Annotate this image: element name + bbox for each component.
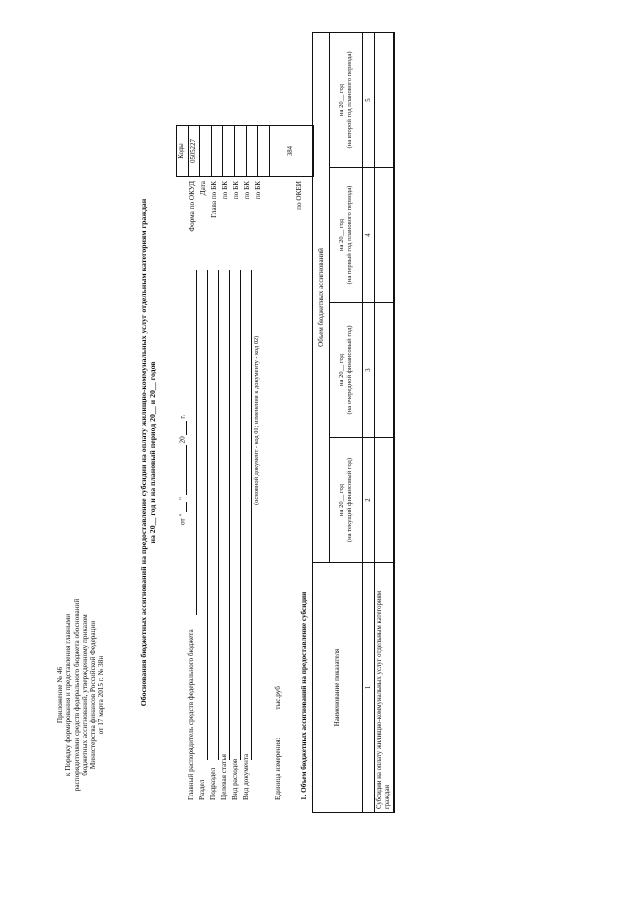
document-title bbox=[140, 150, 158, 755]
code-label-okei: по ОКЕИ bbox=[295, 181, 303, 210]
section-heading: 1. Объем бюджетных ассигнований на предоставление субсидии bbox=[300, 591, 308, 800]
column-number: 2 bbox=[363, 438, 375, 563]
appendix-line: Приложение № 46 bbox=[56, 666, 64, 724]
code-label-bk: по БК bbox=[243, 181, 251, 200]
appendix-line: к Порядку формирования и представления главными bbox=[64, 613, 73, 777]
field-line bbox=[251, 270, 252, 760]
code-label-okud: Форма по ОКУД bbox=[188, 181, 196, 232]
name-header: Наименование показателя bbox=[313, 563, 363, 813]
column-number: 1 bbox=[363, 563, 375, 813]
appendix-line: Министерства финансов Российской Федерации bbox=[89, 620, 98, 770]
month-blank bbox=[178, 445, 187, 495]
year-label: на 20__ год bbox=[338, 484, 346, 516]
appendix-line: распорядителями средств федерального бюджета обоснований bbox=[72, 598, 81, 792]
field-label: Вид документа bbox=[242, 753, 250, 800]
codes-header: Коды bbox=[177, 126, 189, 177]
date-code bbox=[200, 126, 212, 177]
field-label: Целевая статья bbox=[220, 754, 228, 800]
day-blank bbox=[178, 502, 187, 512]
column-number-row bbox=[363, 32, 375, 812]
bk-code bbox=[246, 126, 258, 177]
code-label-bk: по БК bbox=[254, 181, 262, 200]
field-line bbox=[207, 270, 208, 760]
date-suffix: г. bbox=[178, 414, 187, 419]
field-label: Главный распорядитель средств федерального бюджета bbox=[187, 629, 195, 800]
title-line-2: на 20__ год и на плановый период 20__ и 20__ годов bbox=[147, 361, 157, 544]
date-prefix: от " bbox=[178, 513, 187, 525]
field-line bbox=[229, 270, 230, 760]
form-fields bbox=[187, 180, 253, 800]
year-note: (на второй год планового периода) bbox=[346, 51, 353, 149]
column-number: 4 bbox=[363, 168, 375, 303]
field-label: Вид расходов bbox=[231, 758, 239, 800]
title-line-1: Обоснования бюджетных ассигнований на предоставление субсидии на оплату жилищно-коммунальных услуг отдельным категориям граждан bbox=[139, 198, 148, 707]
field-row bbox=[242, 180, 253, 800]
column-number: 5 bbox=[363, 32, 375, 167]
value-cell[interactable] bbox=[375, 303, 394, 438]
okei-code: 384 bbox=[269, 126, 313, 177]
field-label: Раздел bbox=[198, 779, 206, 800]
codes-table bbox=[176, 125, 314, 177]
bk-code bbox=[258, 126, 270, 177]
document-type-note: (основной документ - код 01; изменения к документу - код 02) bbox=[253, 335, 260, 505]
year-note: (на первый год планового периода) bbox=[346, 185, 353, 285]
code-label-bk: по БК bbox=[221, 181, 229, 200]
field-line bbox=[240, 270, 241, 760]
year-blank bbox=[178, 421, 187, 435]
bk-code bbox=[234, 126, 246, 177]
field-row bbox=[220, 180, 231, 800]
year-label: на 20__ год bbox=[338, 354, 346, 386]
year-note: (на текущий финансовый год) bbox=[346, 457, 353, 543]
value-cell[interactable] bbox=[375, 168, 394, 303]
field-label: Подраздел bbox=[209, 767, 217, 800]
column-number: 3 bbox=[363, 303, 375, 438]
unit-label: Единица измерения: bbox=[274, 737, 282, 800]
field-row bbox=[231, 180, 242, 800]
appendix-line: от 17 марта 2015 г. № 38н bbox=[97, 655, 106, 735]
date-line bbox=[178, 375, 187, 525]
year-note: (на очередной финансовый год) bbox=[346, 325, 353, 415]
code-label-glava: Глава по БК bbox=[210, 181, 218, 218]
code-label-spacer bbox=[264, 181, 294, 275]
table-header-row bbox=[313, 32, 330, 812]
year-header bbox=[330, 32, 363, 167]
field-line bbox=[218, 270, 219, 760]
field-row bbox=[187, 180, 198, 800]
group-header: Объем бюджетных ассигнований bbox=[313, 32, 330, 562]
field-line bbox=[196, 270, 197, 615]
value-cell[interactable] bbox=[375, 438, 394, 563]
glava-code bbox=[211, 126, 223, 177]
appendix-header bbox=[56, 530, 106, 860]
date-mid: " bbox=[178, 497, 187, 501]
code-label-date: Дата bbox=[199, 181, 207, 196]
appendix-line: бюджетных ассигнований, утвержденному приказом bbox=[80, 614, 89, 776]
field-row bbox=[209, 180, 220, 800]
year-label: на 20__ год bbox=[338, 84, 346, 116]
code-label-bk: по БК bbox=[232, 181, 240, 200]
field-row bbox=[198, 180, 209, 800]
bk-code bbox=[223, 126, 235, 177]
year-header bbox=[330, 438, 363, 563]
okud-code: 0505227 bbox=[188, 126, 200, 177]
year-label: на 20__ год bbox=[338, 219, 346, 251]
unit-row bbox=[274, 660, 282, 800]
allocations-table bbox=[312, 32, 395, 813]
year-header bbox=[330, 168, 363, 303]
table-row bbox=[375, 32, 394, 812]
row-name: Субсидии на оплату жилищно-коммунальных услуг отдельным категориям граждан bbox=[375, 563, 394, 813]
unit-value: тыс.руб bbox=[274, 686, 282, 710]
date-year: 20 bbox=[178, 436, 187, 444]
value-cell[interactable] bbox=[375, 32, 394, 167]
year-header bbox=[330, 303, 363, 438]
